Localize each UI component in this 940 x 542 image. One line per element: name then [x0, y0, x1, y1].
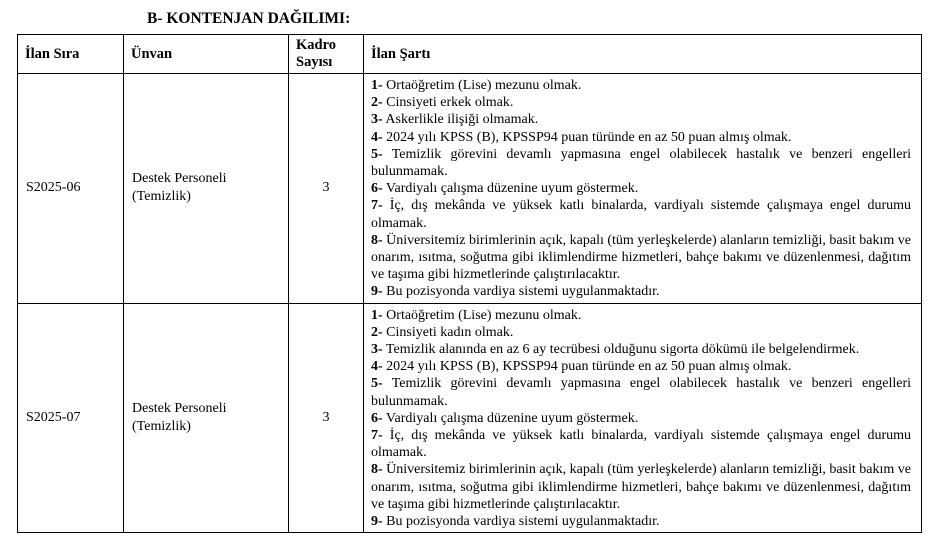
sart-text: Vardiyalı çalışma düzenine uyum göstermek. — [385, 181, 639, 197]
sart-item — [371, 129, 911, 146]
cell-kadro-sayisi: 3 — [289, 303, 364, 533]
sart-item — [371, 513, 911, 530]
table-row-s2025-07 — [18, 303, 922, 533]
sart-text: İç, dış mekânda ve yüksek katlı binalarda, vardiyalı sistemde çalışmaya engel durumu olmamak. — [371, 428, 912, 461]
sart-number: 8- — [371, 232, 383, 248]
sart-number: 6- — [371, 410, 383, 426]
sart-item — [371, 77, 911, 94]
sart-text: 2024 yılı KPSS (B), KPSSP94 puan türünde en az 50 puan almış olmak. — [386, 359, 792, 375]
sart-text: Cinsiyeti erkek olmak. — [386, 95, 514, 111]
sart-item — [371, 375, 911, 409]
sart-text: İç, dış mekânda ve yüksek katlı binalarda, vardiyalı sistemde çalışmaya engel durumu olmamak. — [371, 198, 912, 231]
kontenjan-table — [17, 34, 922, 533]
sart-item — [371, 307, 911, 324]
sart-item — [371, 341, 911, 358]
cell-ilan-sarti — [364, 74, 922, 304]
sart-number: 9- — [371, 514, 383, 530]
header-ilan-sarti: İlan Şartı — [364, 35, 922, 74]
sart-number: 3- — [371, 112, 383, 128]
sart-text: Askerlikle ilişiği olmamak. — [385, 112, 539, 128]
sart-item — [371, 427, 911, 461]
cell-unvan: Destek Personeli (Temizlik) — [124, 303, 289, 533]
cell-unvan: Destek Personeli (Temizlik) — [124, 74, 289, 304]
sart-number: 4- — [371, 129, 383, 145]
sart-number: 7- — [371, 198, 383, 214]
sart-text: Ortaöğretim (Lise) mezunu olmak. — [386, 78, 582, 93]
sart-item — [371, 146, 911, 180]
sart-number: 2- — [371, 95, 383, 111]
sart-item — [371, 94, 911, 111]
sart-text: Üniversitemiz birimlerinin açık, kapalı (tüm yerleşkelerde) alanların temizliği, basit bakım ve onarım, ısıtma, soğutma gibi iklimlendirme hizmetleri, bahçe bakımı ve düzenlenmesi, dağıtım ve taşıma gibi hizmetlerinde çalıştırılacaktır. — [371, 232, 911, 283]
sart-text: Temizlik görevini devamlı yapmasına engel olabilecek hastalık ve benzeri engelleri bulunmamak. — [371, 146, 911, 180]
sart-number: 1- — [371, 78, 383, 93]
cell-ilan-sira: S2025-07 — [18, 303, 124, 533]
sart-number: 7- — [371, 428, 383, 444]
sart-item — [371, 410, 911, 427]
cell-ilan-sira: S2025-06 — [18, 74, 124, 304]
sart-number: 2- — [371, 324, 383, 340]
table-header-row — [18, 35, 922, 74]
sart-number: 3- — [371, 342, 383, 358]
sart-number: 5- — [371, 376, 383, 392]
sart-number: 6- — [371, 181, 383, 197]
sart-number: 8- — [371, 462, 383, 478]
sart-item — [371, 358, 911, 375]
table-row-s2025-06 — [18, 74, 922, 304]
sart-text: 2024 yılı KPSS (B), KPSSP94 puan türünde en az 50 puan almış olmak. — [386, 129, 792, 145]
sart-item — [371, 197, 911, 231]
sart-item — [371, 461, 911, 513]
sart-number: 5- — [371, 146, 383, 162]
sart-number: 9- — [371, 284, 383, 300]
sart-text: Temizlik alanında en az 6 ay tecrübesi olduğunu sigorta dökümü ile belgelendirmek. — [385, 342, 860, 358]
header-ilan-sira: İlan Sıra — [18, 35, 124, 74]
sart-number: 4- — [371, 359, 383, 375]
sart-item — [371, 283, 911, 300]
sart-text: Bu pozisyonda vardiya sistemi uygulanmaktadır. — [386, 514, 660, 530]
sart-text: Ortaöğretim (Lise) mezunu olmak. — [386, 307, 582, 323]
sart-item — [371, 180, 911, 197]
sart-number: 1- — [371, 307, 383, 323]
sart-text: Temizlik görevini devamlı yapmasına engel olabilecek hastalık ve benzeri engelleri bulunmamak. — [371, 376, 911, 409]
header-kadro-sayisi: Kadro Sayısı — [289, 35, 364, 74]
cell-ilan-sarti — [364, 303, 922, 533]
sart-item — [371, 324, 911, 341]
sart-text: Bu pozisyonda vardiya sistemi uygulanmaktadır. — [386, 284, 660, 300]
header-unvan: Ünvan — [124, 35, 289, 74]
sart-item — [371, 111, 911, 128]
sart-text: Üniversitemiz birimlerinin açık, kapalı (tüm yerleşkelerde) alanların temizliği, basit bakım ve onarım, ısıtma, soğutma gibi iklimlendirme hizmetleri, bahçe bakımı ve düzenlenmesi, dağıtım ve taşıma gibi hizmetlerinde çalıştırılacaktır. — [371, 462, 911, 512]
sart-item — [371, 232, 911, 284]
sart-text: Cinsiyeti kadın olmak. — [386, 324, 514, 340]
cell-kadro-sayisi: 3 — [289, 74, 364, 304]
section-title: B- KONTENJAN DAĞILIMI: — [147, 10, 351, 27]
sart-text: Vardiyalı çalışma düzenine uyum göstermek. — [385, 410, 639, 426]
